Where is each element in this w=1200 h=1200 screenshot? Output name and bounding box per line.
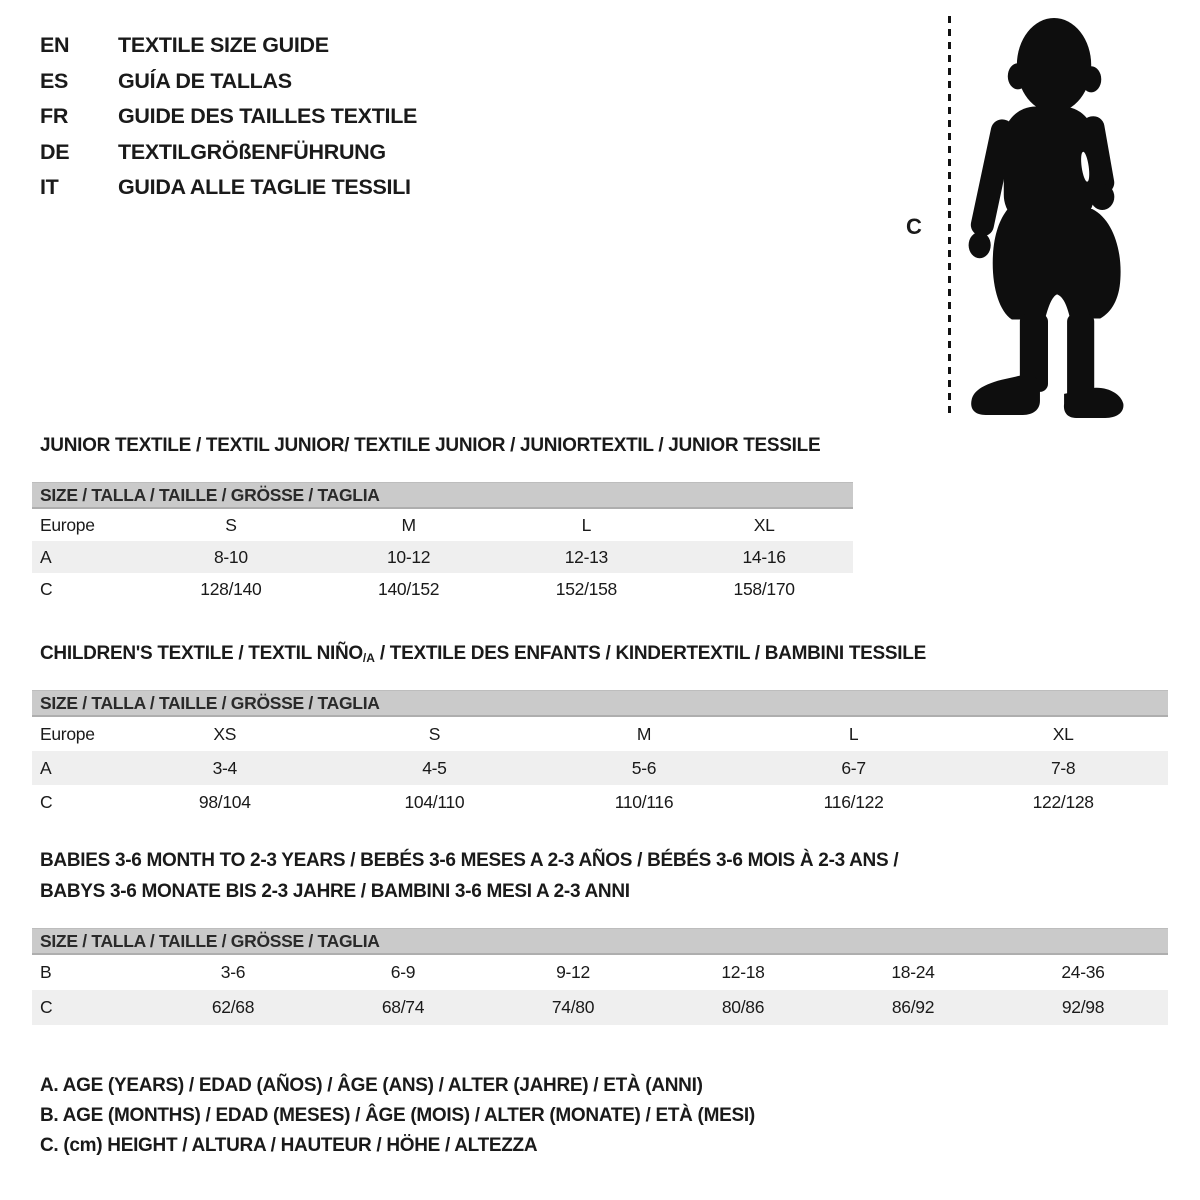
title-subscript: /A (362, 651, 375, 665)
age-cell: 12-13 (564, 546, 608, 567)
age-cell: 7-8 (1050, 757, 1076, 778)
size-header-bar (32, 928, 1168, 955)
age-cell: 8-10 (213, 546, 248, 567)
height-cell: 128/140 (200, 578, 262, 599)
table-row-europe (32, 717, 1168, 751)
height-cell: 158/170 (733, 578, 795, 599)
row-label: A (40, 757, 52, 778)
lang-label: GUIDE DES TAILLES TEXTILE (118, 104, 418, 129)
junior-textile-table (32, 436, 853, 606)
months-cell: 9-12 (556, 962, 590, 982)
age-cell: 14-16 (742, 546, 786, 567)
size-cell: XL (753, 514, 775, 535)
size-header-label: SIZE / TALLA / TAILLE / GRÖSSE / TAGLIA (40, 484, 380, 505)
row-label: A (40, 546, 52, 567)
toddler-silhouette-icon (962, 16, 1136, 422)
size-cell: S (428, 723, 441, 744)
lang-label: GUIDA ALLE TAGLIE TESSILI (118, 175, 411, 200)
height-cell: 80/86 (721, 997, 765, 1017)
height-measure-dashed-line (948, 16, 951, 416)
lang-row-fr (40, 99, 417, 135)
size-cell: XS (213, 723, 237, 744)
size-header-label: SIZE / TALLA / TAILLE / GRÖSSE / TAGLIA (40, 930, 380, 951)
age-cell: 4-5 (422, 757, 447, 778)
lang-row-en (40, 28, 417, 64)
height-cell: 86/92 (891, 997, 935, 1017)
babies-title-line2: BABYS 3-6 MONATE BIS 2-3 JAHRE / BAMBINI 3-6 MESI A 2-3 ANNI (40, 881, 630, 902)
lang-code: FR (40, 104, 69, 129)
legend-line-c: C. (cm) HEIGHT / ALTURA / HAUTEUR / HÖHE / ALTEZZA (40, 1135, 538, 1156)
months-cell: 6-9 (390, 962, 416, 982)
height-cell: 116/122 (823, 791, 884, 812)
height-cell: 122/128 (1032, 791, 1094, 812)
size-header-label: SIZE / TALLA / TAILLE / GRÖSSE / TAGLIA (40, 692, 380, 713)
lang-code: IT (40, 175, 59, 200)
children-textile-table (32, 644, 1168, 820)
size-cell: M (401, 514, 416, 535)
age-cell: 6-7 (841, 757, 866, 778)
months-cell: 24-36 (1061, 962, 1105, 982)
size-cell: M (636, 723, 652, 744)
size-header-bar (32, 690, 1168, 717)
age-cell: 5-6 (631, 757, 657, 778)
height-measure-label: C (906, 214, 922, 239)
height-cell: 68/74 (381, 997, 425, 1017)
lang-row-es (40, 64, 417, 100)
lang-label: GUÍA DE TALLAS (118, 68, 292, 93)
months-cell: 18-24 (891, 962, 935, 982)
children-table-title (40, 644, 926, 668)
table-row-height (32, 990, 1168, 1025)
title-text: CHILDREN'S TEXTILE / TEXTIL NIÑO (40, 643, 363, 664)
row-label: B (40, 962, 52, 982)
table-row-age (32, 541, 853, 573)
table-row-europe (32, 509, 853, 541)
lang-code: DE (40, 139, 70, 164)
months-cell: 3-6 (220, 962, 246, 982)
height-cell: 140/152 (378, 578, 440, 599)
table-row-months (32, 955, 1168, 990)
babies-table-title (40, 845, 898, 907)
row-label: C (40, 997, 53, 1017)
lang-label: TEXTILE SIZE GUIDE (118, 33, 329, 58)
row-label: C (40, 578, 53, 599)
size-cell: L (581, 514, 592, 535)
size-cell: S (225, 514, 237, 535)
lang-row-it (40, 170, 417, 206)
language-title-block (40, 28, 417, 206)
height-cell: 62/68 (211, 997, 255, 1017)
babies-textile-table (32, 845, 1168, 1027)
height-cell: 74/80 (551, 997, 595, 1017)
legend-line-a: A. AGE (YEARS) / EDAD (AÑOS) / ÂGE (ANS) / ALTER (JAHRE) / ETÀ (ANNI) (40, 1075, 703, 1096)
lang-code: EN (40, 33, 70, 58)
junior-table-title: JUNIOR TEXTILE / TEXTIL JUNIOR/ TEXTILE JUNIOR / JUNIORTEXTIL / JUNIOR TESSILE (40, 435, 821, 456)
height-cell: 92/98 (1061, 997, 1105, 1017)
size-cell: XL (1052, 723, 1074, 744)
size-cell: L (848, 723, 859, 744)
row-label: C (40, 791, 53, 812)
height-cell: 98/104 (198, 791, 251, 812)
babies-title-line1: BABIES 3-6 MONTH TO 2-3 YEARS / BEBÉS 3-6 MESES A 2-3 AÑOS / BÉBÉS 3-6 MOIS À 2-3 ANS / (40, 850, 899, 871)
size-header-bar (32, 482, 853, 509)
title-text: / TEXTILE DES ENFANTS / KINDERTEXTIL / BAMBINI TESSILE (374, 643, 926, 664)
table-row-height (32, 573, 853, 605)
measure-legend (40, 1071, 755, 1161)
age-cell: 3-4 (212, 757, 237, 778)
height-cell: 110/116 (614, 791, 674, 812)
row-label: Europe (40, 514, 95, 535)
age-cell: 10-12 (386, 546, 431, 567)
lang-row-de (40, 135, 417, 171)
lang-label: TEXTILGRÖßENFÜHRUNG (118, 139, 386, 164)
height-cell: 104/110 (404, 791, 465, 812)
height-cell: 152/158 (555, 578, 617, 599)
table-row-age (32, 751, 1168, 785)
table-row-height (32, 785, 1168, 819)
lang-code: ES (40, 68, 69, 93)
legend-line-b: B. AGE (MONTHS) / EDAD (MESES) / ÂGE (MOIS) / ALTER (MONATE) / ETÀ (MESI) (40, 1105, 755, 1126)
months-cell: 12-18 (721, 962, 765, 982)
row-label: Europe (40, 723, 95, 744)
